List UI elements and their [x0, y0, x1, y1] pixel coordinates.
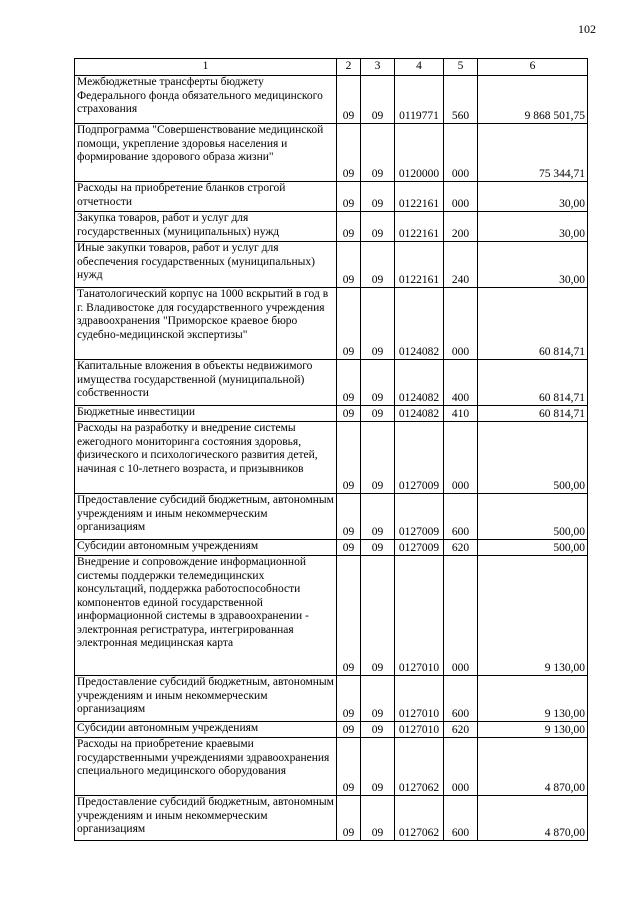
cell-expense-type: 000 — [444, 738, 478, 796]
cell-amount: 60 814,71 — [478, 360, 588, 406]
cell-amount: 30,00 — [478, 182, 588, 212]
column-header: 3 — [361, 59, 395, 76]
row-description: Субсидии автономным учреждениям — [75, 722, 337, 738]
cell-target-article: 0124082 — [395, 406, 444, 422]
cell-section: 09 — [337, 242, 361, 288]
cell-target-article: 0127009 — [395, 422, 444, 494]
table-row — [75, 540, 588, 556]
row-description: Предоставление субсидий бюджетным, автономным учреждениям и иным некоммерческим организациям — [75, 796, 337, 841]
row-description: Предоставление субсидий бюджетным, автономным учреждениям и иным некоммерческим организациям — [75, 494, 337, 540]
cell-subsection: 09 — [361, 76, 395, 124]
cell-target-article: 0127062 — [395, 738, 444, 796]
cell-target-article: 0122161 — [395, 212, 444, 242]
cell-target-article: 0122161 — [395, 242, 444, 288]
cell-amount: 9 130,00 — [478, 676, 588, 722]
row-description: Субсидии автономным учреждениям — [75, 540, 337, 556]
cell-target-article: 0127010 — [395, 676, 444, 722]
table-row — [75, 494, 588, 540]
cell-target-article: 0127009 — [395, 494, 444, 540]
column-header: 1 — [75, 59, 337, 76]
row-description: Бюджетные инвестиции — [75, 406, 337, 422]
cell-target-article: 0127010 — [395, 556, 444, 676]
cell-section: 09 — [337, 360, 361, 406]
cell-section: 09 — [337, 422, 361, 494]
cell-amount: 4 870,00 — [478, 796, 588, 841]
cell-expense-type: 200 — [444, 212, 478, 242]
cell-section: 09 — [337, 212, 361, 242]
cell-amount: 60 814,71 — [478, 288, 588, 360]
cell-subsection: 09 — [361, 494, 395, 540]
cell-subsection: 09 — [361, 406, 395, 422]
cell-expense-type: 620 — [444, 722, 478, 738]
table-row — [75, 288, 588, 360]
cell-amount: 30,00 — [478, 242, 588, 288]
cell-subsection: 09 — [361, 556, 395, 676]
cell-subsection: 09 — [361, 212, 395, 242]
cell-target-article: 0120000 — [395, 124, 444, 182]
cell-expense-type: 000 — [444, 288, 478, 360]
cell-section: 09 — [337, 406, 361, 422]
cell-amount: 9 130,00 — [478, 556, 588, 676]
cell-target-article: 0122161 — [395, 182, 444, 212]
cell-amount: 4 870,00 — [478, 738, 588, 796]
cell-expense-type: 600 — [444, 494, 478, 540]
column-header: 6 — [478, 59, 588, 76]
cell-amount: 9 868 501,75 — [478, 76, 588, 124]
row-description: Подпрограмма "Совершенствование медицинской помощи, укрепление здоровья населения и формирование здорового образа жизни" — [75, 124, 337, 182]
table-row — [75, 76, 588, 124]
cell-expense-type: 000 — [444, 556, 478, 676]
table-row — [75, 406, 588, 422]
cell-target-article: 0124082 — [395, 288, 444, 360]
cell-amount: 500,00 — [478, 540, 588, 556]
cell-expense-type: 400 — [444, 360, 478, 406]
cell-subsection: 09 — [361, 540, 395, 556]
cell-section: 09 — [337, 288, 361, 360]
table-row — [75, 722, 588, 738]
table-row — [75, 124, 588, 182]
cell-section: 09 — [337, 76, 361, 124]
cell-amount: 500,00 — [478, 494, 588, 540]
cell-expense-type: 240 — [444, 242, 478, 288]
column-header: 5 — [444, 59, 478, 76]
cell-subsection: 09 — [361, 676, 395, 722]
row-description: Расходы на приобретение бланков строгой отчетности — [75, 182, 337, 212]
cell-amount: 75 344,71 — [478, 124, 588, 182]
row-description: Иные закупки товаров, работ и услуг для обеспечения государственных (муниципальных) нужд — [75, 242, 337, 288]
cell-target-article: 0127010 — [395, 722, 444, 738]
cell-subsection: 09 — [361, 124, 395, 182]
table-row — [75, 360, 588, 406]
cell-amount: 60 814,71 — [478, 406, 588, 422]
cell-amount: 500,00 — [478, 422, 588, 494]
column-header: 4 — [395, 59, 444, 76]
cell-section: 09 — [337, 540, 361, 556]
cell-target-article: 0119771 — [395, 76, 444, 124]
table-row — [75, 182, 588, 212]
cell-subsection: 09 — [361, 422, 395, 494]
cell-expense-type: 000 — [444, 124, 478, 182]
cell-target-article: 0127062 — [395, 796, 444, 841]
table-row — [75, 212, 588, 242]
row-description: Капитальные вложения в объекты недвижимого имущества государственной (муниципальной) собственности — [75, 360, 337, 406]
row-description: Предоставление субсидий бюджетным, автономным учреждениям и иным некоммерческим организациям — [75, 676, 337, 722]
cell-expense-type: 410 — [444, 406, 478, 422]
table-row — [75, 556, 588, 676]
cell-expense-type: 600 — [444, 796, 478, 841]
cell-section: 09 — [337, 722, 361, 738]
cell-section: 09 — [337, 494, 361, 540]
table-header-row — [75, 59, 588, 76]
page-number: 102 — [578, 22, 596, 36]
row-description: Расходы на приобретение краевыми государственными учреждениями здравоохранения специального медицинского оборудования — [75, 738, 337, 796]
cell-section: 09 — [337, 124, 361, 182]
row-description: Расходы на разработку и внедрение системы ежегодного мониторинга состояния здоровья, физического и психологического развития детей, начиная с 10-летнего возраста, и призывников — [75, 422, 337, 494]
budget-table — [74, 58, 588, 841]
cell-expense-type: 000 — [444, 182, 478, 212]
cell-subsection: 09 — [361, 288, 395, 360]
cell-subsection: 09 — [361, 182, 395, 212]
cell-target-article: 0127009 — [395, 540, 444, 556]
cell-expense-type: 600 — [444, 676, 478, 722]
cell-subsection: 09 — [361, 796, 395, 841]
cell-section: 09 — [337, 556, 361, 676]
cell-subsection: 09 — [361, 738, 395, 796]
cell-expense-type: 000 — [444, 422, 478, 494]
row-description: Закупка товаров, работ и услуг для государственных (муниципальных) нужд — [75, 212, 337, 242]
table-row — [75, 242, 588, 288]
table-row — [75, 738, 588, 796]
cell-section: 09 — [337, 676, 361, 722]
cell-section: 09 — [337, 738, 361, 796]
column-header: 2 — [337, 59, 361, 76]
cell-target-article: 0124082 — [395, 360, 444, 406]
cell-amount: 30,00 — [478, 212, 588, 242]
table-row — [75, 676, 588, 722]
cell-subsection: 09 — [361, 360, 395, 406]
table-row — [75, 796, 588, 841]
row-description: Танатологический корпус на 1000 вскрытий в год в г. Владивостоке для государственного учреждения здравоохранения "Приморское краевое бюро судебно-медицинской экспертизы" — [75, 288, 337, 360]
cell-section: 09 — [337, 796, 361, 841]
cell-section: 09 — [337, 182, 361, 212]
row-description: Внедрение и сопровождение информационной системы поддержки телемедицинских консультаций, поддержка работоспособности компонентов единой государственной информационной системы в здравоохранении - электронная регистратура, интегрированная электронная медицинская карта — [75, 556, 337, 676]
cell-subsection: 09 — [361, 242, 395, 288]
cell-expense-type: 560 — [444, 76, 478, 124]
cell-amount: 9 130,00 — [478, 722, 588, 738]
cell-subsection: 09 — [361, 722, 395, 738]
cell-expense-type: 620 — [444, 540, 478, 556]
row-description: Межбюджетные трансферты бюджету Федерального фонда обязательного медицинского страхования — [75, 76, 337, 124]
table-row — [75, 422, 588, 494]
